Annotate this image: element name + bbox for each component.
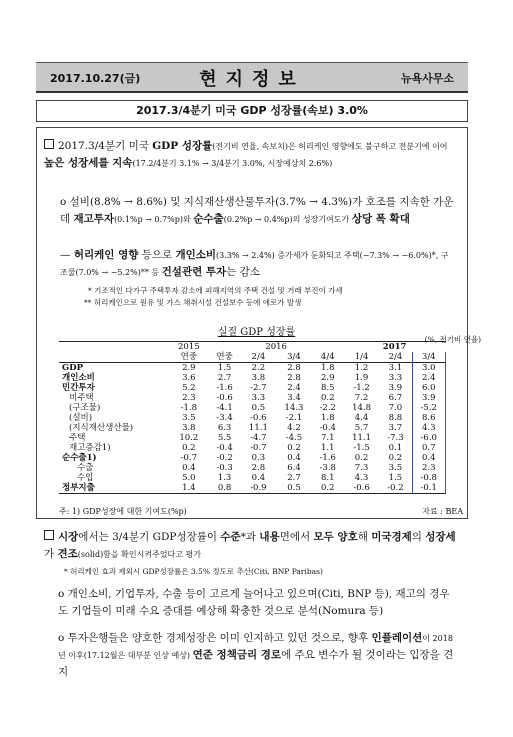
table-cell: -1.6 — [319, 453, 336, 463]
table-cell: 4.2 — [287, 423, 301, 433]
table-cell: 7.0 — [388, 403, 403, 413]
table-title: 실질 GDP 성장률 — [217, 327, 296, 338]
table-cell: 3.6 — [182, 373, 196, 383]
year-2017: 2017 — [382, 342, 407, 352]
table-cell: 11.1 — [352, 433, 372, 443]
column-header: 2/4 — [388, 352, 403, 362]
table-row — [59, 463, 446, 473]
footnote-hurricane: * 허리케인 효과 제외시 GDP성장률은 3.5% 정도로 추산(Citi, BNP Paribas) — [64, 567, 323, 576]
column-header: 2/4 — [251, 352, 266, 362]
office-name: 뉴욕사무소 — [400, 72, 454, 85]
table-cell: 1.8 — [321, 363, 335, 373]
table-cell: 3.9 — [388, 383, 403, 393]
table-cell: 3.3 — [251, 393, 266, 403]
table-cell: 6.7 — [388, 393, 403, 403]
row-label: 재고증감1) — [69, 443, 111, 453]
table-cell: -0.6 — [353, 483, 370, 493]
table-cell: 2.2 — [251, 363, 266, 373]
table-cell: -4.5 — [285, 433, 303, 443]
table-cell: -1.6 — [216, 383, 233, 393]
year-row — [59, 342, 446, 353]
report-header — [36, 62, 468, 93]
table-cell: -0.6 — [250, 413, 267, 423]
table-cell: 5.7 — [354, 423, 369, 433]
column-header: 3/4 — [412, 352, 445, 363]
row-label: (설비) — [69, 413, 93, 423]
table-cell: 0.2 — [321, 483, 335, 493]
table-cell: -1.2 — [353, 383, 370, 393]
table-cell: -0.2 — [387, 483, 404, 493]
table-cell: 10.2 — [179, 433, 199, 443]
table-cell: 3.8 — [251, 373, 266, 383]
table-cell: 3.1 — [388, 363, 403, 373]
table-cell: 3.5 — [182, 413, 196, 423]
table-source: 자료 : BEA — [422, 507, 463, 516]
report-title: 현지정보 — [199, 69, 305, 90]
table-cell: -4.7 — [250, 433, 267, 443]
table-row — [59, 423, 446, 433]
table-cell: 5.5 — [217, 433, 232, 443]
table-cell: 2.8 — [251, 463, 266, 473]
column-header: 1/4 — [354, 352, 369, 362]
table-cell: 14.8 — [352, 403, 372, 413]
market-paragraph: 시장에서는 3/4분기 GDP성장률이 수준*과 내용면에서 모두 양호해 미국경제의 성장세가 견조(solid)함을 확인시켜주었다고 평가 — [44, 531, 456, 560]
table-cell: 2.8 — [287, 373, 301, 383]
row-label: 주택 — [69, 433, 86, 443]
table-cell: 2.9 — [182, 363, 196, 373]
row-label: (지식재산생산물) — [69, 423, 134, 433]
table-cell: 3.5 — [388, 463, 403, 473]
table-cell: 3.0 — [412, 363, 445, 374]
table-cell: 3.4 — [287, 393, 301, 403]
consumption-paragraph: o 개인소비, 기업투자, 수출 등이 고르게 늘어나고 있으며(Citi, BNP 등), 재고의 경우도 기업들이 미래 수요 증대를 예상해 확충한 것으로 분석(Nomura 등) — [58, 588, 450, 617]
table-cell: 6.0 — [412, 383, 445, 393]
table-unit: (%, 전기비 연율) — [424, 335, 481, 344]
table-cell: 0.2 — [388, 453, 403, 463]
table-note: 주: 1) GDP성장에 대한 기여도(%p) — [59, 507, 187, 516]
table-cell: -0.1 — [412, 483, 445, 494]
table-cell: 6.4 — [287, 463, 301, 473]
row-label: 수입 — [77, 473, 94, 483]
table-cell: 3.3 — [388, 373, 403, 383]
table-cell: 0.4 — [182, 463, 196, 473]
table-row — [59, 363, 446, 374]
table-cell: 1.3 — [217, 473, 232, 483]
year-2016: 2016 — [265, 342, 287, 352]
table-cell: -4.1 — [216, 403, 233, 413]
table-cell: 2.8 — [287, 363, 301, 373]
row-label: 개인소비 — [62, 373, 95, 383]
table-row — [59, 453, 446, 463]
report-date: 2017.10.27(금) — [50, 72, 141, 85]
footnote-housing: * 기조적인 다가구 주택투자 감소에 피해지역의 주택 건설 및 거래 부진이 가세 — [88, 286, 343, 295]
table-cell: 0.4 — [287, 453, 301, 463]
table-cell: -0.3 — [216, 463, 233, 473]
table-cell: -3.8 — [319, 463, 336, 473]
ib-paragraph: o 투자은행들은 양호한 경제성장은 이미 인지하고 있던 것으로, 향후 인플레이션이 2018년 이후(17.12월은 대부분 인상 예상) 연준 정책금리 경로에 주요 변수가 될 것이라는 입장을 견지 — [58, 632, 454, 678]
table-row — [59, 413, 446, 423]
row-label: 정부지출 — [62, 483, 95, 493]
table-cell: 8.8 — [388, 413, 403, 423]
table-cell: 2.4 — [287, 383, 301, 393]
table-cell: -6.0 — [412, 433, 445, 443]
table-cell: -2.1 — [285, 413, 303, 423]
footnote-structures: ** 허리케인으로 원유 및 가스 채취시설 건설보수 등에 애로가 발생 — [84, 298, 302, 307]
table-cell: 2.3 — [182, 393, 196, 403]
row-label: 민간투자 — [62, 383, 95, 393]
square-bullet-icon — [44, 139, 54, 149]
year-2015: 2015 — [178, 342, 200, 352]
table-row — [59, 373, 446, 383]
column-header: 3/4 — [287, 352, 301, 362]
row-label: 순수출1) — [62, 453, 97, 463]
row-label: 수출 — [77, 463, 94, 473]
table-row — [59, 473, 446, 483]
table-cell: 0.7 — [412, 443, 445, 453]
table-cell: 0.5 — [251, 403, 266, 413]
table-cell: -0.6 — [216, 393, 233, 403]
table-cell: 0.1 — [388, 443, 403, 453]
table-cell: 1.8 — [321, 413, 335, 423]
table-cell: 5.0 — [182, 473, 196, 483]
table-cell: 0.4 — [412, 453, 445, 463]
table-cell: 7.1 — [321, 433, 335, 443]
square-bullet-icon — [44, 530, 54, 540]
table-cell: 0.2 — [321, 393, 335, 403]
table-cell: -3.4 — [216, 413, 233, 423]
table-cell: 14.3 — [284, 403, 304, 413]
table-cell: 5.2 — [182, 383, 196, 393]
row-label: 비주택 — [69, 393, 94, 403]
table-cell: 1.2 — [354, 363, 369, 373]
table-cell: 1.5 — [217, 363, 232, 373]
table-cell: 0.5 — [287, 483, 301, 493]
table-cell: 7.2 — [354, 393, 369, 403]
row-label: GDP — [62, 363, 84, 373]
table-cell: 7.3 — [354, 463, 369, 473]
table-cell: 1.1 — [321, 443, 335, 453]
table-cell: -7.3 — [387, 433, 404, 443]
table-cell: -0.2 — [216, 453, 233, 463]
table-cell: 0.2 — [354, 453, 369, 463]
summary-paragraph: 2017.3/4분기 미국 GDP 성장률(전기비 연율, 속보치)은 허리케인 영향에도 불구하고 전분기에 이어 높은 성장세를 지속(17.2/4분기 3.1% → 3/4분기 3.0%, 시장예상치 2.6%) — [44, 140, 448, 169]
table-cell: 1.4 — [182, 483, 196, 493]
table-cell: 3.9 — [412, 393, 445, 403]
table-cell: 0.4 — [251, 473, 266, 483]
table-row — [59, 443, 446, 453]
table-cell: 2.4 — [412, 373, 445, 383]
table-cell: -5.2 — [412, 403, 445, 413]
table-cell: 0.2 — [287, 443, 301, 453]
table-cell: -0.7 — [250, 443, 267, 453]
table-cell: 1.5 — [388, 473, 403, 483]
row-label: (구조물) — [69, 403, 101, 413]
table-cell: 4.3 — [412, 423, 445, 433]
table-cell: -0.9 — [250, 483, 267, 493]
report-subtitle: 2017.3/4분기 미국 GDP 성장률(속보) 3.0% — [36, 100, 468, 122]
table-cell: 4.4 — [354, 413, 369, 423]
table-cell: 0.8 — [217, 483, 232, 493]
table-cell: 2.7 — [217, 373, 232, 383]
table-cell: 2.3 — [412, 463, 445, 473]
table-row — [59, 393, 446, 403]
investment-paragraph: o 설비(8.8% → 8.6%) 및 지식재산생산물투자(3.7% → 4.3%)가 호조를 지속한 가운데 재고투자(0.1%p → 0.7%p)와 순수출(0.2%p → 0.4%p)의 성장기여도가 상당 폭 확대 — [60, 196, 454, 225]
table-cell: 0.3 — [251, 453, 266, 463]
table-cell: -1.5 — [353, 443, 370, 453]
table-cell: -0.4 — [216, 443, 233, 453]
table-row — [59, 433, 446, 443]
table-cell: 3.7 — [388, 423, 403, 433]
table-cell: 0.2 — [182, 443, 196, 453]
table-cell: -2.7 — [250, 383, 267, 393]
table-cell: 3.8 — [182, 423, 196, 433]
gdp-table — [59, 341, 446, 494]
table-cell: 8.1 — [321, 473, 335, 483]
table-cell: -0.7 — [180, 453, 198, 463]
table-cell: 1.9 — [354, 373, 369, 383]
table-cell: 8.5 — [321, 383, 335, 393]
table-cell: -1.8 — [180, 403, 198, 413]
column-header: 연중 — [216, 352, 233, 362]
table-cell: 2.9 — [321, 373, 335, 383]
table-cell: -2.2 — [319, 403, 336, 413]
column-header-row — [59, 352, 446, 363]
hurricane-paragraph: — 허리케인 영향 등으로 개인소비(3.3% → 2.4%) 증가세가 둔화되고 주택(−7.3% → −6.0%)*, 구조물(7.0% → −5.2%)** 등 건설관련 투자는 감소 — [60, 249, 449, 278]
table-row — [59, 483, 446, 494]
table-cell: 11.1 — [248, 423, 268, 433]
table-cell: 2.7 — [287, 473, 301, 483]
column-header: 연중 — [180, 352, 198, 362]
table-row — [59, 403, 446, 413]
table-cell: 4.3 — [354, 473, 369, 483]
table-cell: -0.8 — [412, 473, 445, 483]
column-header: 4/4 — [320, 352, 335, 362]
table-cell: -0.4 — [319, 423, 336, 433]
table-row — [59, 383, 446, 393]
table-cell: 6.3 — [217, 423, 232, 433]
table-cell: 8.6 — [412, 413, 445, 423]
